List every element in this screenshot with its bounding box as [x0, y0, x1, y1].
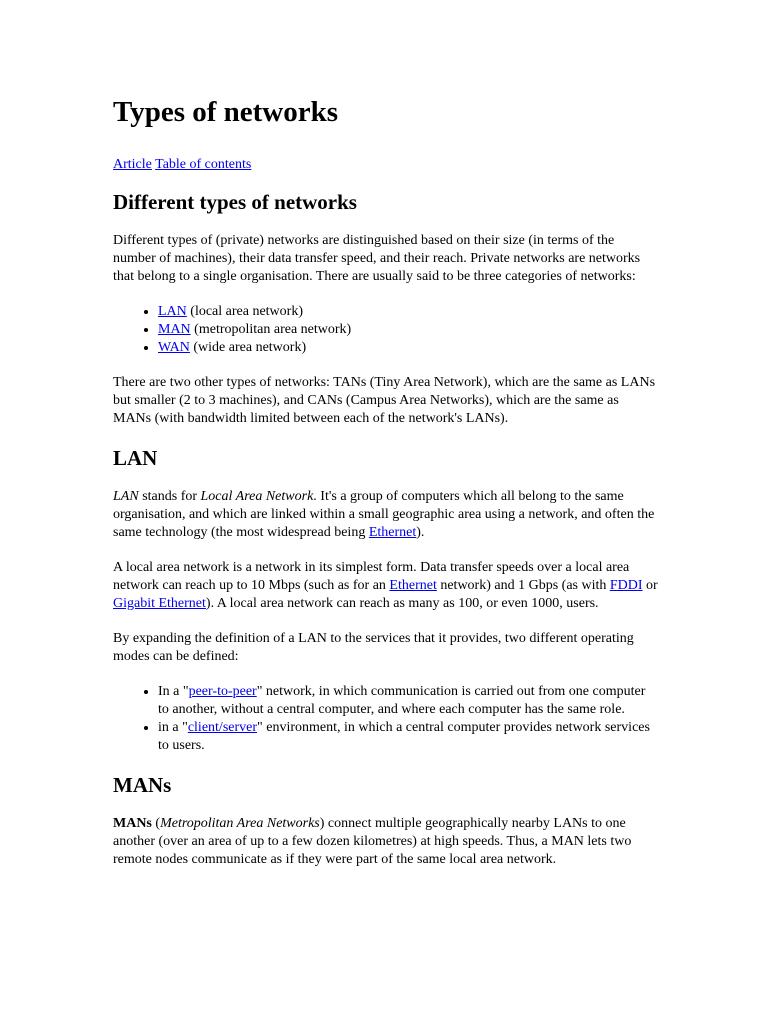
man-definition-paragraph	[113, 815, 658, 869]
text-run: . It's a group of computers which all belong to the same organisation, and which are linked within a small geographic area using a network, and often the same technology (the most widespread being	[113, 489, 655, 540]
mans-term: MANs	[113, 816, 152, 831]
lan-term: LAN	[113, 489, 139, 504]
lan-definition-paragraph	[113, 488, 658, 542]
page-title: Types of networks	[113, 96, 339, 128]
section-heading-different-types: Different types of networks	[113, 190, 357, 214]
list-item	[158, 303, 658, 321]
section-heading-lan: LAN	[113, 446, 158, 470]
text-run: network) and 1 Gbps (as with	[436, 578, 610, 593]
list-item	[158, 683, 658, 719]
text-run: " environment, in which a central computer provides network services to users.	[158, 720, 650, 753]
client-server-link[interactable]: client/server	[187, 720, 258, 735]
section-heading-mans: MANs	[113, 773, 172, 797]
other-types-paragraph: There are two other types of networks: TANs (Tiny Area Network), which are the same as LANs but smaller (2 to 3 machines), and CANs (Campus Area Networks), which are the same as MANs (with bandwidth limited between each of the network's LANs).	[113, 375, 656, 426]
ethernet-link[interactable]: Ethernet	[389, 578, 437, 593]
list-item-text: (local area network)	[186, 304, 303, 319]
fddi-link[interactable]: FDDI	[609, 578, 643, 593]
text-run: stands for	[138, 489, 201, 504]
text-run: " network, in which communication is carried out from one computer to another, without a central computer, and where each computer has the same role.	[158, 684, 646, 717]
list-item-text: (wide area network)	[189, 340, 307, 355]
network-categories-list	[113, 303, 658, 357]
peer-to-peer-link[interactable]: peer-to-peer	[188, 684, 257, 699]
text-run: ).	[416, 525, 425, 540]
text-run: A local area network is a network in its simplest form. Data transfer speeds over a local area network can reach up to 10 Mbps (such as for an	[113, 560, 630, 593]
text-run: ) connect multiple geographically nearby LANs to one another (over an area of up to a few dozen kilometres) at high speeds. Thus, a MAN lets two remote nodes communicate as if they were part of the same local area network.	[113, 816, 632, 867]
list-item	[158, 719, 658, 755]
list-item	[158, 321, 658, 339]
gigabit-ethernet-link[interactable]: Gigabit Ethernet	[113, 596, 206, 611]
operating-modes-list	[113, 683, 658, 755]
text-run: in a "	[158, 720, 188, 735]
wan-link[interactable]: WAN	[158, 340, 190, 355]
text-run: ). A local area network can reach as many as 100, or even 1000, users.	[205, 596, 599, 611]
man-link[interactable]: MAN	[158, 322, 191, 337]
text-run: (	[151, 816, 161, 831]
lan-link[interactable]: LAN	[158, 304, 187, 319]
table-of-contents-link[interactable]: Table of contents	[155, 157, 252, 172]
local-area-network-term: Local Area Network	[200, 489, 314, 504]
ethernet-link[interactable]: Ethernet	[368, 525, 417, 540]
intro-paragraph: Different types of (private) networks are distinguished based on their size (in terms of the number of machines), their data transfer speed, and their reach. Private networks are networks that belong to a single organisation. There are usually said to be three categories of networks:	[113, 233, 641, 284]
article-link[interactable]: Article	[113, 157, 152, 172]
list-item-text: (metropolitan area network)	[190, 322, 352, 337]
text-run: or	[642, 578, 658, 593]
metropolitan-area-networks-term: Metropolitan Area Networks	[160, 816, 320, 831]
article-nav	[113, 156, 658, 174]
list-item	[158, 339, 658, 357]
text-run: In a "	[158, 684, 189, 699]
operating-modes-paragraph: By expanding the definition of a LAN to the services that it provides, two different operating modes can be defined:	[113, 631, 634, 664]
lan-speed-paragraph	[113, 559, 658, 613]
